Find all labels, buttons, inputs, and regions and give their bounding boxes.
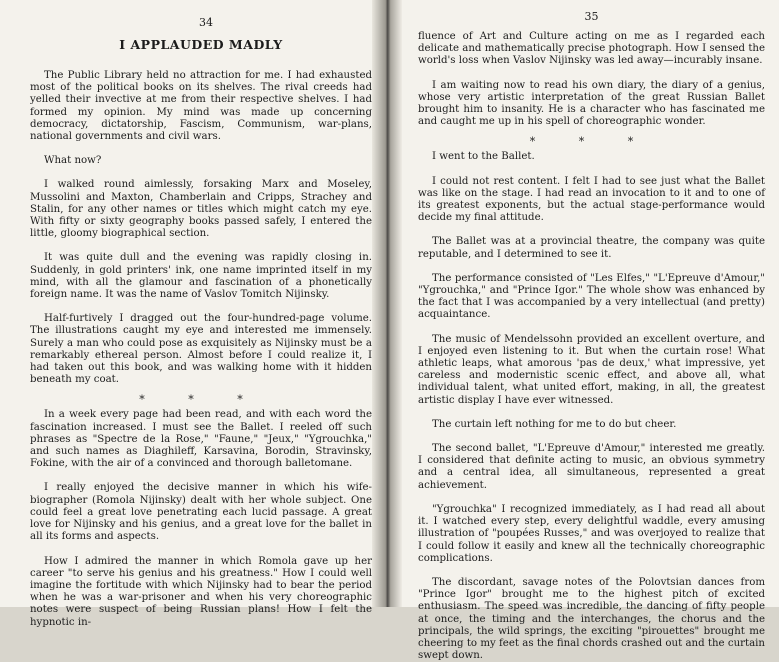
paragraph: The second ballet, "L'Epreuve d'Amour," interested me greatly. I considered that definite acting to music, an obvious symmetry and a central idea, all simultaneous, represented a great achievement. — [418, 443, 765, 491]
paragraph: The performance consisted of "Les Elfes," "L'Epreuve d'Amour," "Ygrouchka," and "Prince Igor." The whole show was enhanced by the fact that I was accompanied by a very intellectual (and pretty) acquaintance. — [418, 272, 765, 321]
paragraph: The curtain left nothing for me to do but cheer. — [432, 418, 677, 430]
paragraph: The Public Library held no attraction for me. I had exhausted most of the political books on its shelves. The rival creeds had yelled their invective at me from their respective shelves. I had formed my opinion. My mind was made up concerning democracy, dictatorship, Fascism, Communism, war-plans, national governments and civil wars. — [30, 70, 372, 143]
left-page — [0, 0, 386, 628]
paragraph: fluence of Art and Culture acting on me as I regarded each delicate and mathematically precise photograph. How I sensed the world's loss when Vaslov Nijinsky was led away—incurably insane. — [418, 31, 765, 67]
paragraph: The discordant, savage notes of the Polovtsian dances from "Prince Igor" brought me to the highest pitch of excited enthusiasm. The speed was incredible, the dancing of fifty people at once, the timing and the interchanges, the chorus and the principals, the wild springs, the exciting "pirouettes" brought me cheering to my feet as the final chords crashed out and the curtain swept down. — [418, 576, 765, 662]
paragraph: "Ygrouchka" I recognized immediately, as I had read all about it. I watched every step, every delightful waddle, every amusing illustration of "poupées Russes," and was overjoyed to realize that I could follow it easily and knew all the technically choreographic complications. — [418, 503, 765, 564]
paragraph: I am waiting now to read his own diary, the diary of a genius, whose very artistic interpretation of the great Russian Ballet brought him to insanity. He is a character who has fascinated me and caught me up in his spell of choreographic wonder. — [418, 79, 765, 128]
paragraph: In a week every page had been read, and with each word the fascination increased. I must see the Ballet. I reeled off such phrases as "Spectre de la Rose," "Faune," "Jeux," "Ygrouchka," and such names as Diaghileff, Karsavina, Borodin, Stravinsky, Fokine, with the air of a convinced and thorough balletomane. — [30, 409, 372, 470]
paragraph: What now? — [44, 155, 102, 167]
paragraph: I went to the Ballet. — [432, 151, 535, 163]
page-number-left: 34 — [199, 16, 213, 29]
paragraph: I really enjoyed the decisive manner in which his wife-biographer (Romola Nijinsky) dealt with her whole subject. One could feel a great love penetrating each lucid passage. A great love for Nijinsky and his genius, and a great love for the ballet in all its forms and aspects. — [30, 482, 372, 543]
section-break: * * * — [139, 393, 263, 407]
paragraph: How I admired the manner in which Romola gave up her career "to serve his genius and his greatness." How I could well imagine the fortitude with which Nijinsky had to bear the period when he was a war-prisoner and when his very choreographic notes were suspect of being Russian plans! How I felt the hypnotic in- — [30, 555, 372, 628]
page-number-right: 35 — [584, 10, 599, 23]
paragraph: I could not rest content. I felt I had to see just what the Ballet was like on the stage. I had read an invocation to it and to one of its greatest exponents, but the actual stage-performance would decide my final attitude. — [418, 175, 765, 224]
paragraph: The Ballet was at a provincial theatre, the company was quite reputable, and I determined to see it. — [418, 236, 765, 260]
paragraph: Half-furtively I dragged out the four-hundred-page volume. The illustrations caught my eye and interested me immensely. Surely a man who could pose as exquisitely as Nijinsky must be a remarkably ethereal person. Almost before I could realize it, I had taken out this book, and was walking home with it hidden beneath my coat. — [30, 313, 372, 386]
paragraph: It was quite dull and the evening was rapidly closing in. Suddenly, in gold printers' ink, one name imprinted itself in my mind, with all the glamour and fascination of a phonetically foreign name. It was the name of Vaslov Tomitch Nijinsky. — [30, 252, 372, 301]
paragraph: I walked round aimlessly, forsaking Marx and Moseley, Mussolini and Maxton, Chamberlain and Cripps, Strachey and Stalin, for any other names or titles which might catch my eye. With fifty or sixty geography books passed safely, I entered the little, gloomy biographical section. — [30, 179, 372, 240]
paragraph: The music of Mendelssohn provided an excellent overture, and I enjoyed even listening to it. But when the curtain rose! What athletic leaps, what amorous 'pas de deux,' what impressive, yet careless and modernistic scenic effect, and above all, what individual talent, what united effort, making, in all, the greatest artistic display I have ever witnessed. — [418, 333, 765, 406]
section-break: * * * — [529, 135, 654, 149]
book-gutter — [372, 0, 402, 607]
chapter-title: I APPLAUDED MADLY — [119, 37, 283, 52]
right-page — [396, 0, 779, 662]
